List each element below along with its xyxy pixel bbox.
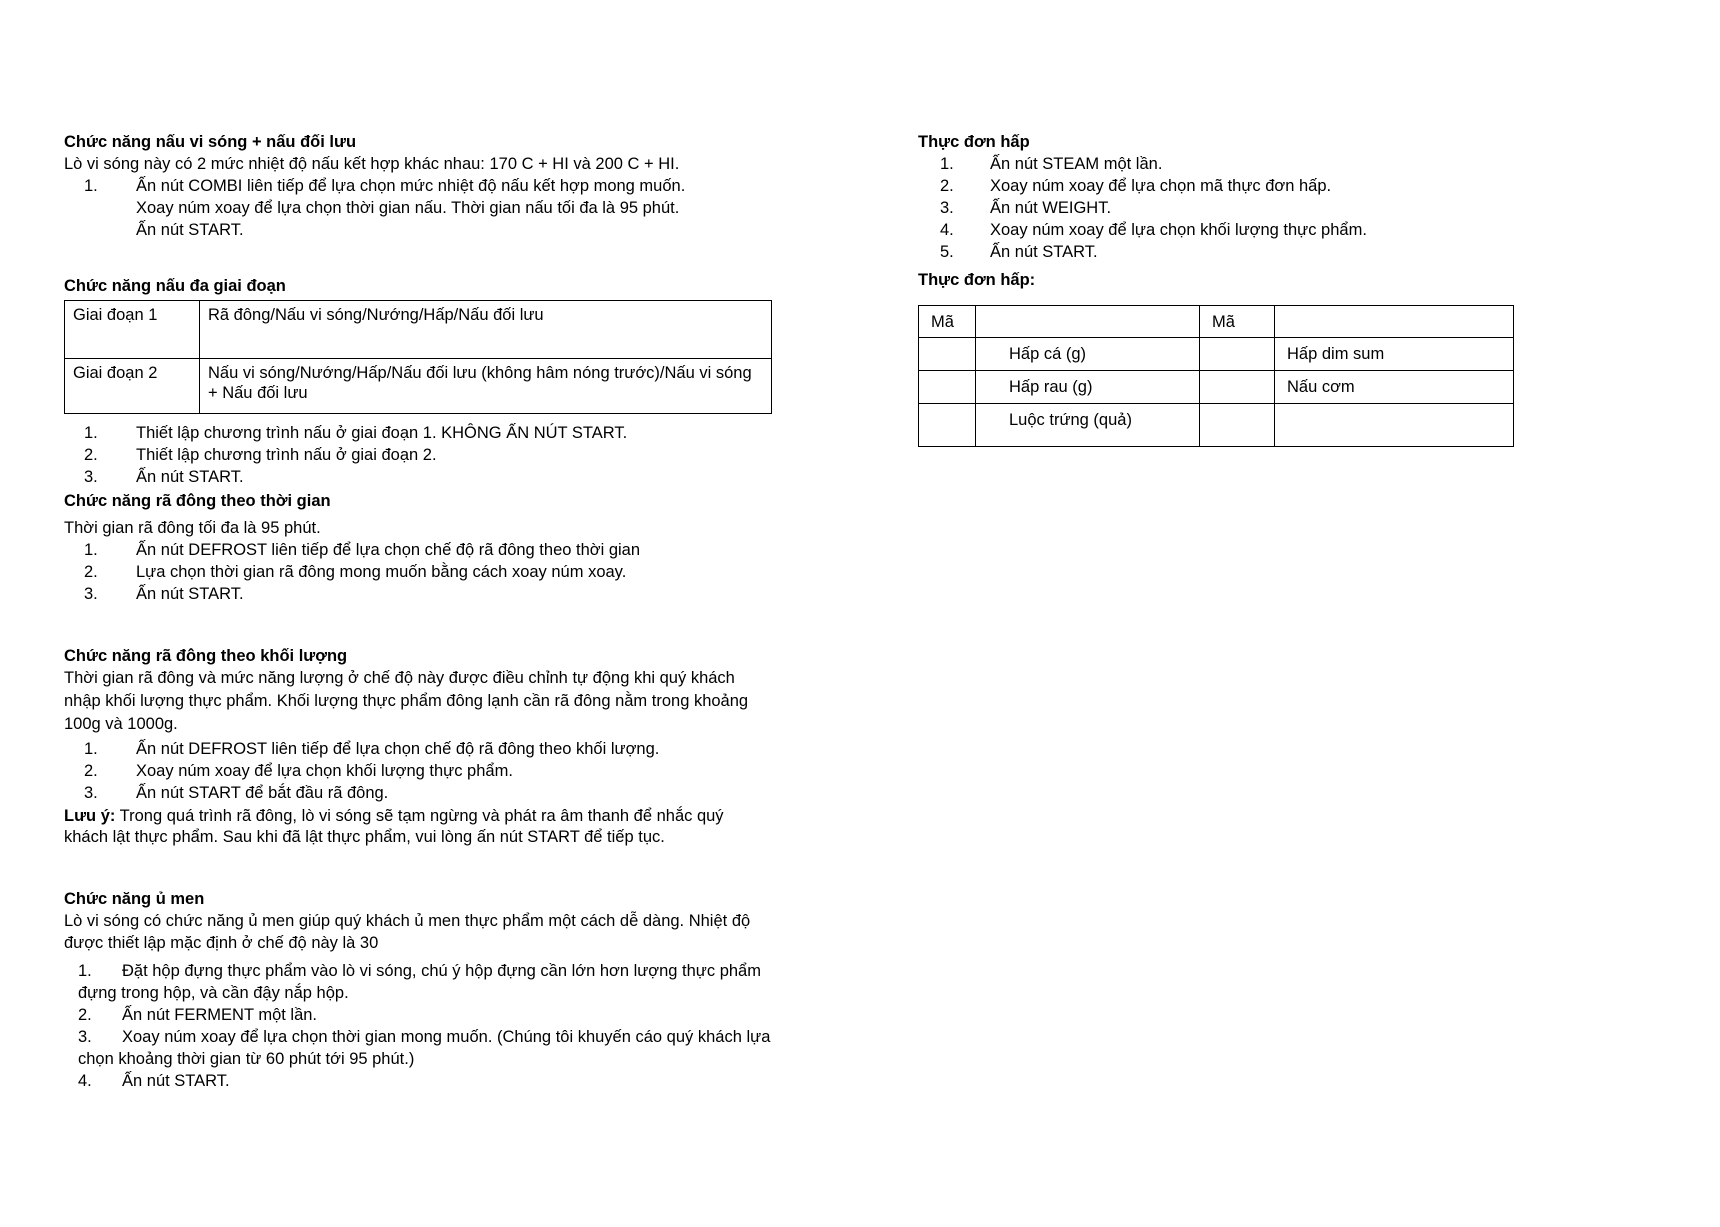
list-item <box>64 760 784 782</box>
step-number: 5. <box>940 243 954 261</box>
list-item <box>918 175 1518 197</box>
step-text: Ấn nút START. <box>122 1072 230 1090</box>
step-text: Ấn nút START. <box>136 468 244 486</box>
stage-cell: Giai đoạn 2 <box>65 359 200 414</box>
list-item <box>64 561 784 583</box>
defrost-weight-note <box>64 806 764 848</box>
dish-cell: Hấp dim sum <box>1275 338 1514 371</box>
step-number: 1. <box>78 962 92 980</box>
step-text: Thiết lập chương trình nấu ở giai đoạn 1. KHÔNG ẤN NÚT START. <box>136 424 628 442</box>
list-item <box>918 197 1518 219</box>
table-row <box>919 404 1514 447</box>
list-item <box>918 241 1518 263</box>
steam-menu-table <box>918 305 1514 447</box>
list-item <box>64 444 784 466</box>
ferment-intro: Lò vi sóng có chức năng ủ men giúp quý khách ủ men thực phẩm một cách dễ dàng. Nhiệt độ được thiết lập mặc định ở chế độ này là 30 <box>64 912 751 952</box>
step-number: 2. <box>84 762 98 780</box>
step-number: 1. <box>84 424 98 442</box>
table-row <box>65 359 772 414</box>
step-text: Đặt hộp đựng thực phẩm vào lò vi sóng, chú ý hộp đựng cần lớn hơn lượng thực phẩm đựng trong hộp, và cần đậy nắp hộp. <box>78 962 761 1002</box>
code-cell <box>919 371 976 404</box>
defrost-time-title: Chức năng rã đông theo thời gian <box>64 492 331 510</box>
steam-steps <box>918 153 1518 263</box>
multistage-steps <box>64 422 784 488</box>
list-item <box>64 1026 774 1070</box>
header-cell: Mã <box>919 306 976 338</box>
right-column <box>918 131 1518 447</box>
step-number: 4. <box>940 221 954 239</box>
defrost-weight-intro: Thời gian rã đông và mức năng lượng ở chế độ này được điều chỉnh tự động khi quý khách nhập khối lượng thực phẩm. Khối lượng thực phẩm đông lạnh cần rã đông nằm trong khoảng 100g và 1000g. <box>64 669 749 733</box>
combi-intro: Lò vi sóng này có 2 mức nhiệt độ nấu kết hợp khác nhau: 170 C + HI và 200 C + HI. <box>64 155 680 173</box>
list-item <box>918 219 1518 241</box>
step-text: Ấn nút COMBI liên tiếp để lựa chọn mức nhiệt độ nấu kết hợp mong muốn. <box>136 177 686 195</box>
header-cell: Mã <box>1200 306 1275 338</box>
step-text: Xoay núm xoay để lựa chọn khối lượng thực phẩm. <box>990 221 1367 239</box>
step-text: Xoay núm xoay để lựa chọn thời gian mong muốn. (Chúng tôi khuyến cáo quý khách lựa chọn khoảng thời gian từ 60 phút tới 95 phút.) <box>78 1028 771 1068</box>
step-text: Ấn nút DEFROST liên tiếp để lựa chọn chế độ rã đông theo thời gian <box>136 541 641 559</box>
table-row <box>65 301 772 359</box>
code-cell <box>1200 371 1275 404</box>
step-text: Thiết lập chương trình nấu ở giai đoạn 2. <box>136 446 437 464</box>
step-number: 1. <box>84 177 98 195</box>
table-row <box>919 338 1514 371</box>
stage-cell: Giai đoạn 1 <box>65 301 200 359</box>
steam-menu-title: Thực đơn hấp: <box>918 271 1036 289</box>
stage-desc-cell: Nấu vi sóng/Nướng/Hấp/Nấu đối lưu (không hâm nóng trước)/Nấu vi sóng + Nấu đối lưu <box>200 359 772 414</box>
step-text: Ấn nút WEIGHT. <box>990 199 1112 217</box>
step-number: 1. <box>84 541 98 559</box>
dish-cell: Hấp cá (g) <box>976 338 1200 371</box>
list-item <box>64 175 784 197</box>
table-header-row <box>919 306 1514 338</box>
step-number: 1. <box>84 740 98 758</box>
step-number: 1. <box>940 155 954 173</box>
header-cell <box>1275 306 1514 338</box>
list-item <box>64 1004 774 1026</box>
list-item <box>918 153 1518 175</box>
ferment-steps <box>64 960 774 1092</box>
code-cell <box>1200 338 1275 371</box>
step-text: Ấn nút START để bắt đầu rã đông. <box>136 784 389 802</box>
step-text: Ấn nút START. <box>136 585 244 603</box>
step-number: 3. <box>940 199 954 217</box>
step-number: 3. <box>84 585 98 603</box>
stage-desc-cell: Rã đông/Nấu vi sóng/Nướng/Hấp/Nấu đối lưu <box>200 301 772 359</box>
steam-title: Thực đơn hấp <box>918 133 1030 151</box>
list-item <box>64 960 774 1004</box>
code-cell <box>1200 404 1275 447</box>
header-cell <box>976 306 1200 338</box>
step-number: 3. <box>84 784 98 802</box>
list-item <box>64 1070 774 1092</box>
table-row <box>919 371 1514 404</box>
dish-cell: Luộc trứng (quả) <box>976 404 1200 447</box>
defrost-time-intro: Thời gian rã đông tối đa là 95 phút. <box>64 519 321 537</box>
combi-steps <box>64 175 784 197</box>
step-number: 3. <box>78 1028 92 1046</box>
list-item <box>64 583 784 605</box>
note-label: Lưu ý: <box>64 807 116 825</box>
dish-cell: Hấp rau (g) <box>976 371 1200 404</box>
step-text: Ấn nút DEFROST liên tiếp để lựa chọn chế độ rã đông theo khối lượng. <box>136 740 660 758</box>
step-number: 2. <box>84 563 98 581</box>
step-text: Lựa chọn thời gian rã đông mong muốn bằng cách xoay núm xoay. <box>136 563 627 581</box>
code-cell <box>919 338 976 371</box>
step-number: 2. <box>940 177 954 195</box>
combi-title: Chức năng nấu vi sóng + nấu đối lưu <box>64 133 357 151</box>
step-text: Ấn nút FERMENT một lần. <box>122 1006 318 1024</box>
list-item <box>64 466 784 488</box>
step-number: 4. <box>78 1072 92 1090</box>
multistage-table <box>64 300 772 414</box>
list-item <box>64 539 784 561</box>
step-text: Xoay núm xoay để lựa chọn mã thực đơn hấp. <box>990 177 1332 195</box>
step-number: 2. <box>84 446 98 464</box>
list-item <box>64 738 784 760</box>
step-text: Xoay núm xoay để lựa chọn khối lượng thực phẩm. <box>136 762 513 780</box>
multistage-title: Chức năng nấu đa giai đoạn <box>64 277 286 295</box>
combi-line-3: Ấn nút START. <box>136 221 244 239</box>
step-text: Ấn nút STEAM một lần. <box>990 155 1163 173</box>
left-column <box>64 131 784 1092</box>
code-cell <box>919 404 976 447</box>
list-item <box>64 422 784 444</box>
list-item <box>64 782 784 804</box>
ferment-title: Chức năng ủ men <box>64 890 205 908</box>
step-text: Ấn nút START. <box>990 243 1098 261</box>
defrost-weight-steps <box>64 738 784 804</box>
note-text: Trong quá trình rã đông, lò vi sóng sẽ tạm ngừng và phát ra âm thanh để nhắc quý khách lật thực phẩm. Sau khi đã lật thực phẩm, vui lòng ấn nút START để tiếp tục. <box>64 807 724 846</box>
dish-cell: Nấu cơm <box>1275 371 1514 404</box>
step-number: 3. <box>84 468 98 486</box>
combi-line-2: Xoay núm xoay để lựa chọn thời gian nấu. Thời gian nấu tối đa là 95 phút. <box>136 199 680 217</box>
step-number: 2. <box>78 1006 92 1024</box>
combi-continuation <box>64 197 784 241</box>
defrost-time-steps <box>64 539 784 605</box>
dish-cell <box>1275 404 1514 447</box>
defrost-weight-title: Chức năng rã đông theo khối lượng <box>64 647 348 665</box>
